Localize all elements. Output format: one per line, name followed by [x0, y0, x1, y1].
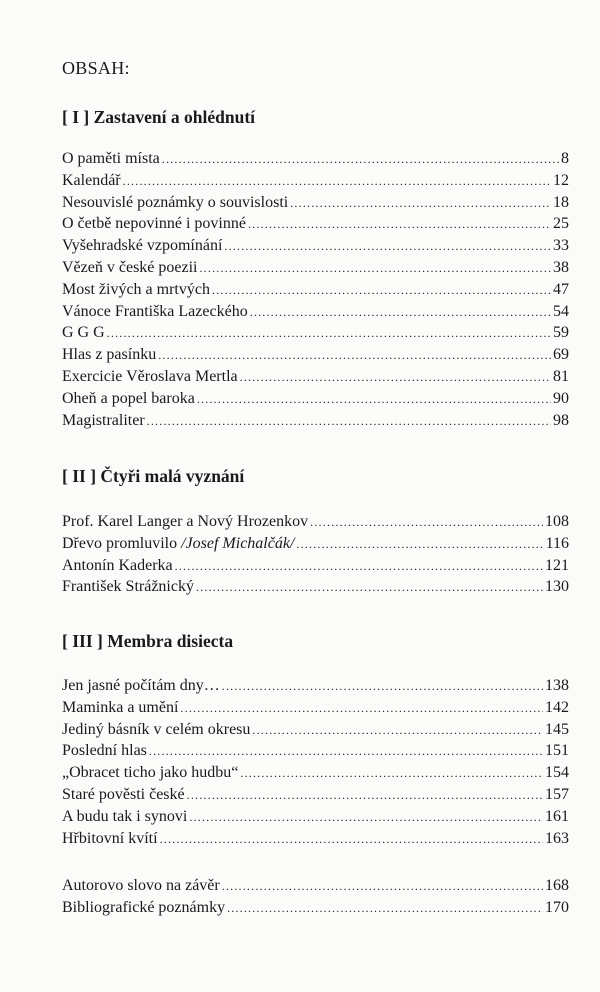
entry-title: [62, 301, 248, 323]
entry-title-text: Vyšehradské vzpomínání: [62, 237, 223, 255]
toc-title: OBSAH:: [62, 58, 130, 78]
entry-title: [62, 875, 220, 897]
entry-title: [62, 784, 185, 806]
entry-subtitle: /Josef Michalčák/: [181, 534, 295, 552]
dot-leader: [290, 193, 551, 215]
entry-title: [62, 897, 225, 919]
entry-title: [62, 192, 288, 214]
entry-title: [62, 806, 187, 828]
dot-leader: [175, 556, 543, 578]
dot-leader: [189, 807, 543, 829]
page-number: 154: [545, 764, 569, 782]
entry-title: [62, 740, 147, 762]
page-number: 138: [545, 677, 569, 694]
entry-title-text: Jediný básník v celém okresu: [62, 720, 251, 738]
entry-title-text: Staré pověsti české: [62, 785, 185, 803]
page-number: 38: [553, 258, 569, 276]
page-number: 108: [545, 513, 569, 530]
section-1-entries: [62, 148, 569, 431]
entry-title-text: Magistraliter: [62, 411, 145, 429]
page-number: 151: [545, 742, 569, 760]
toc-entry: [62, 213, 569, 235]
entry-title: [62, 719, 250, 741]
dot-leader: [107, 323, 551, 345]
dot-leader: [196, 577, 543, 599]
entry-title: [62, 213, 246, 235]
entry-title: [62, 555, 173, 577]
dot-leader: [222, 876, 543, 898]
section-heading-3: [ III ] Membra disiecta: [62, 631, 234, 651]
toc-entry: [62, 192, 569, 214]
entry-title-text: Autorovo slovo na závěr: [62, 877, 220, 894]
toc-entry: [62, 410, 569, 432]
entry-title: [62, 170, 121, 192]
dot-leader: [180, 698, 543, 720]
dot-leader: [248, 214, 551, 236]
toc-entry: [62, 897, 569, 919]
page-number: 69: [553, 346, 569, 364]
page-number: 59: [553, 324, 569, 342]
toc-entry: [62, 322, 569, 344]
page-number: 54: [553, 302, 569, 320]
entry-title-text: Jen jasné počítám dny…: [62, 677, 220, 694]
entry-title-text: Poslední hlas: [62, 742, 147, 760]
entry-title-text: Bibliografické poznámky: [62, 898, 226, 916]
entry-title: [62, 697, 178, 719]
entry-title-text: Hřbitovní kvítí: [62, 829, 158, 847]
entry-title-text: Exercicie Věroslava Mertla: [62, 367, 238, 385]
closing-entries: [62, 875, 569, 919]
entry-title-text: Nesouvislé poznámky o souvislosti: [62, 193, 289, 211]
page-number: 142: [545, 698, 569, 716]
dot-leader: [187, 785, 543, 807]
entry-title-text: Prof. Karel Langer a Nový Hrozenkov: [62, 513, 309, 530]
dot-leader: [240, 763, 543, 785]
entry-title: [62, 366, 238, 388]
section-heading-2: [ II ] Čtyři malá vyznání: [62, 466, 245, 486]
entry-title: [62, 257, 197, 279]
toc-entry: [62, 344, 569, 366]
toc-entry: [62, 279, 569, 301]
dot-leader: [197, 389, 551, 411]
toc-entry: [62, 828, 569, 850]
page-number: 81: [553, 367, 569, 385]
entry-title-text: Kalendář: [62, 171, 121, 189]
page-number: 12: [553, 171, 569, 189]
dot-leader: [310, 512, 543, 534]
toc-entry: [62, 576, 569, 598]
dot-leader: [252, 720, 543, 742]
entry-title: [62, 235, 222, 257]
page-number: 90: [553, 389, 569, 407]
section-3-entries: [62, 675, 569, 849]
dot-leader: [199, 258, 551, 280]
entry-title-text: Antonín Kaderka: [62, 556, 173, 574]
dot-leader: [250, 302, 551, 324]
page-number: 25: [553, 215, 569, 233]
page-number: 161: [545, 807, 569, 825]
entry-title: [62, 410, 145, 432]
dot-leader: [296, 534, 543, 556]
dot-leader: [149, 741, 543, 763]
toc-entry: [62, 697, 569, 719]
section-2-entries: [62, 511, 569, 598]
entry-title: [62, 533, 294, 555]
dot-leader: [240, 367, 551, 389]
entry-title: [62, 828, 158, 850]
toc-entry: [62, 170, 569, 192]
dot-leader: [123, 171, 551, 193]
entry-title-text: O paměti místa: [62, 150, 160, 167]
entry-title-text: František Strážnický: [62, 578, 194, 596]
page-number: 18: [553, 193, 569, 211]
page-number: 33: [553, 237, 569, 255]
toc-entry: [62, 719, 569, 741]
dot-leader: [224, 236, 551, 258]
page-number: 168: [545, 877, 569, 894]
toc-entry: [62, 533, 569, 555]
entry-title-text: Most živých a mrtvých: [62, 280, 210, 298]
toc-entry: [62, 388, 569, 410]
dot-leader: [160, 829, 543, 851]
toc-entry: [62, 366, 569, 388]
dot-leader: [147, 411, 551, 433]
entry-title-text: O četbě nepovinné i povinné: [62, 215, 246, 233]
dot-leader: [162, 149, 559, 171]
dot-leader: [158, 345, 551, 367]
toc-entry: [62, 148, 569, 170]
entry-title: [62, 279, 210, 301]
entry-title-text: Hlas z pasínku: [62, 346, 157, 364]
page-number: 116: [545, 534, 569, 552]
entry-title-text: Maminka a umění: [62, 698, 179, 716]
toc-entry: [62, 762, 569, 784]
page-number: 163: [545, 829, 569, 847]
entry-title: [62, 576, 194, 598]
dot-leader: [222, 676, 543, 698]
entry-title: [62, 762, 238, 784]
toc-entry: [62, 784, 569, 806]
entry-title: [62, 148, 160, 170]
toc-entry: [62, 740, 569, 762]
toc-entry: [62, 555, 569, 577]
toc-entry: [62, 675, 569, 697]
entry-title-text: G G G: [62, 324, 105, 342]
toc-entry: [62, 301, 569, 323]
entry-title: [62, 511, 308, 533]
page-number: 98: [553, 411, 569, 429]
page-number: 121: [545, 556, 569, 574]
page-number: 47: [553, 280, 569, 298]
entry-title-text: A budu tak i synovi: [62, 807, 188, 825]
toc-entry: [62, 257, 569, 279]
entry-title-text: „Obracet ticho jako hudbu“: [62, 764, 239, 782]
entry-title-text: Vězeň v české poezii: [62, 258, 198, 276]
dot-leader: [212, 280, 551, 302]
page-number: 130: [545, 578, 569, 596]
page-number: 8: [561, 150, 569, 167]
page-number: 145: [545, 720, 569, 738]
toc-entry: [62, 511, 569, 533]
entry-title-text: Oheň a popel baroka: [62, 389, 195, 407]
toc-entry: [62, 235, 569, 257]
entry-title: [62, 322, 105, 344]
section-heading-1: [ I ] Zastavení a ohlédnutí: [62, 107, 256, 127]
entry-title: [62, 675, 220, 697]
entry-title: [62, 388, 195, 410]
toc-entry: [62, 875, 569, 897]
page-number: 170: [545, 898, 569, 916]
entry-title: [62, 344, 156, 366]
toc-entry: [62, 806, 569, 828]
entry-title-text: Vánoce Františka Lazeckého: [62, 302, 248, 320]
dot-leader: [227, 898, 543, 920]
entry-title-text: Dřevo promluvilo: [62, 534, 182, 552]
page-number: 157: [545, 785, 569, 803]
